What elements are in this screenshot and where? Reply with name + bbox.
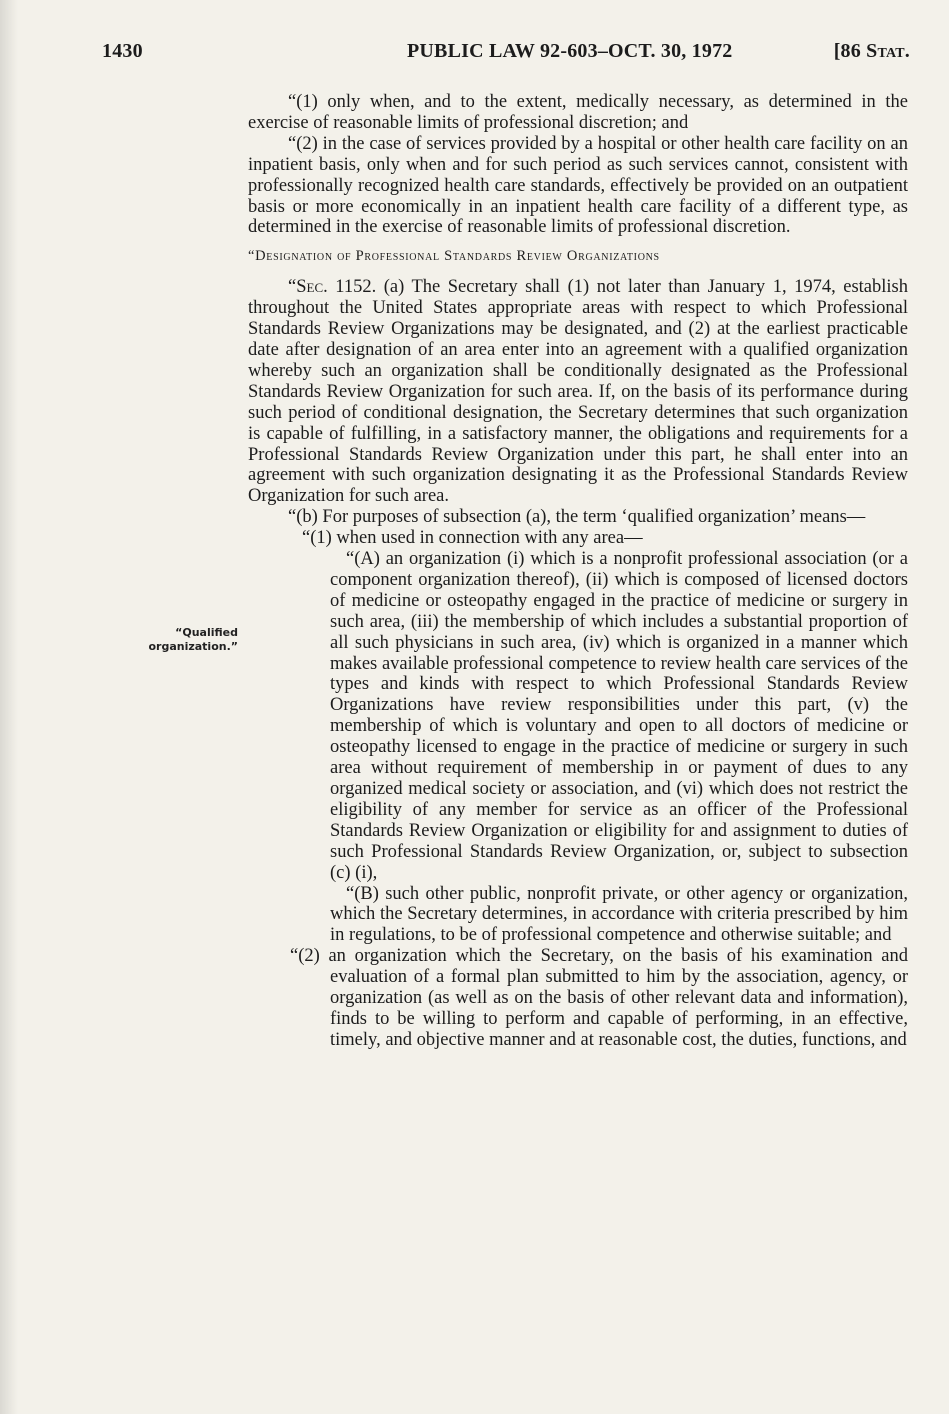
clause-2: “(2) an organization which the Secretary, on the basis of his examination and evaluation of a formal plan submitted to him by the association, agency, or organization (as well as on the basis of other relevant data and information), finds to be willing to perform and capable of performing, in an effective, timely, and objective manner and at reasonable cost, the duties, functions, and [290, 946, 908, 1050]
statute-citation [834, 40, 910, 63]
stat-word: Stat. [866, 40, 910, 62]
running-title: PUBLIC LAW 92-603–OCT. 30, 1972 [407, 40, 733, 62]
section-heading: “Designation of Professional Standards Review Organizations [248, 248, 660, 265]
stat-prefix: [86 [833, 40, 867, 62]
section-1152-a [248, 277, 908, 507]
subsection-b: “(b) For purposes of subsection (a), the term ‘qualified organization’ means— [288, 507, 866, 528]
page-header [102, 40, 910, 70]
clause-B: “(B) such other public, nonprofit private, or other agency or organization, which the Secretary determines, in accordance with criteria prescribed by him in regulations, to be of professional competence and otherwise suitable; and [330, 883, 908, 946]
clause-1: “(1) when used in connection with any area— [302, 528, 643, 549]
page-number: 1430 [102, 40, 143, 62]
paragraph-2: “(2) in the case of services provided by a hospital or other health care facility on an inpatient basis, only when and for such period as such services cannot, consistent with professionally recognized health care standards, effectively be provided on an outpatient basis or more economically in an inpatient health care facility of a different type, as determined in the exercise of reasonable limits of professional discretion. [248, 133, 908, 238]
section-label: “Sec. [288, 277, 328, 298]
section-1152-a-text: 1152. (a) The Secretary shall (1) not later than January 1, 1974, establish throughout the United States appropriate areas with respect to which Professional Standards Review Organizations may be designated, and (2) at the earliest practicable date after designation of an area enter into an agreement with a qualified organization whereby such an organization shall be conditionally designated as the Professional Standards Review Organization for such area. If, on the basis of its performance during such period of conditional designation, the Secretary determines that such organization is capable of fulfilling, in a satisfactory manner, the obligations and requirements for a Professional Standards Review Organization under this part, he shall enter into an agreement with such organization designating it as the Professional Standards Review Organization for such area. [248, 277, 908, 507]
page-edge-shadow [0, 0, 18, 1414]
clause-A: “(A) an organization (i) which is a nonprofit professional association (or a component organization thereof), (ii) which is composed of licensed doctors of medicine or osteopathy engaged in the practice of medicine or surgery in such area, (iii) the membership of which includes a substantial proportion of all such physicians in such area, (iv) which is organized in a manner which makes available professional competence to review health care services of the types and kinds with respect to which Professional Standards Review Organizations have review responsibilities under this part, (v) the membership of which is voluntary and open to all doctors of medicine or osteopathy licensed to engage in the practice of medicine or surgery in such area without requirement of membership in or payment of dues to any organized medical society or association, and (vi) which does not restrict the eligibility of any member for service as an officer of the Professional Standards Review Organization or eligibility for and assignment to duties of such Professional Standards Review Organization, or, subject to subsection (c) (i), [330, 549, 908, 883]
margin-note-qualified-organization: “Qualified organization.” [148, 626, 238, 653]
paragraph-1: “(1) only when, and to the extent, medically necessary, as determined in the exercise of reasonable limits of professional discretion; and [248, 92, 908, 133]
document-body [248, 92, 908, 1051]
